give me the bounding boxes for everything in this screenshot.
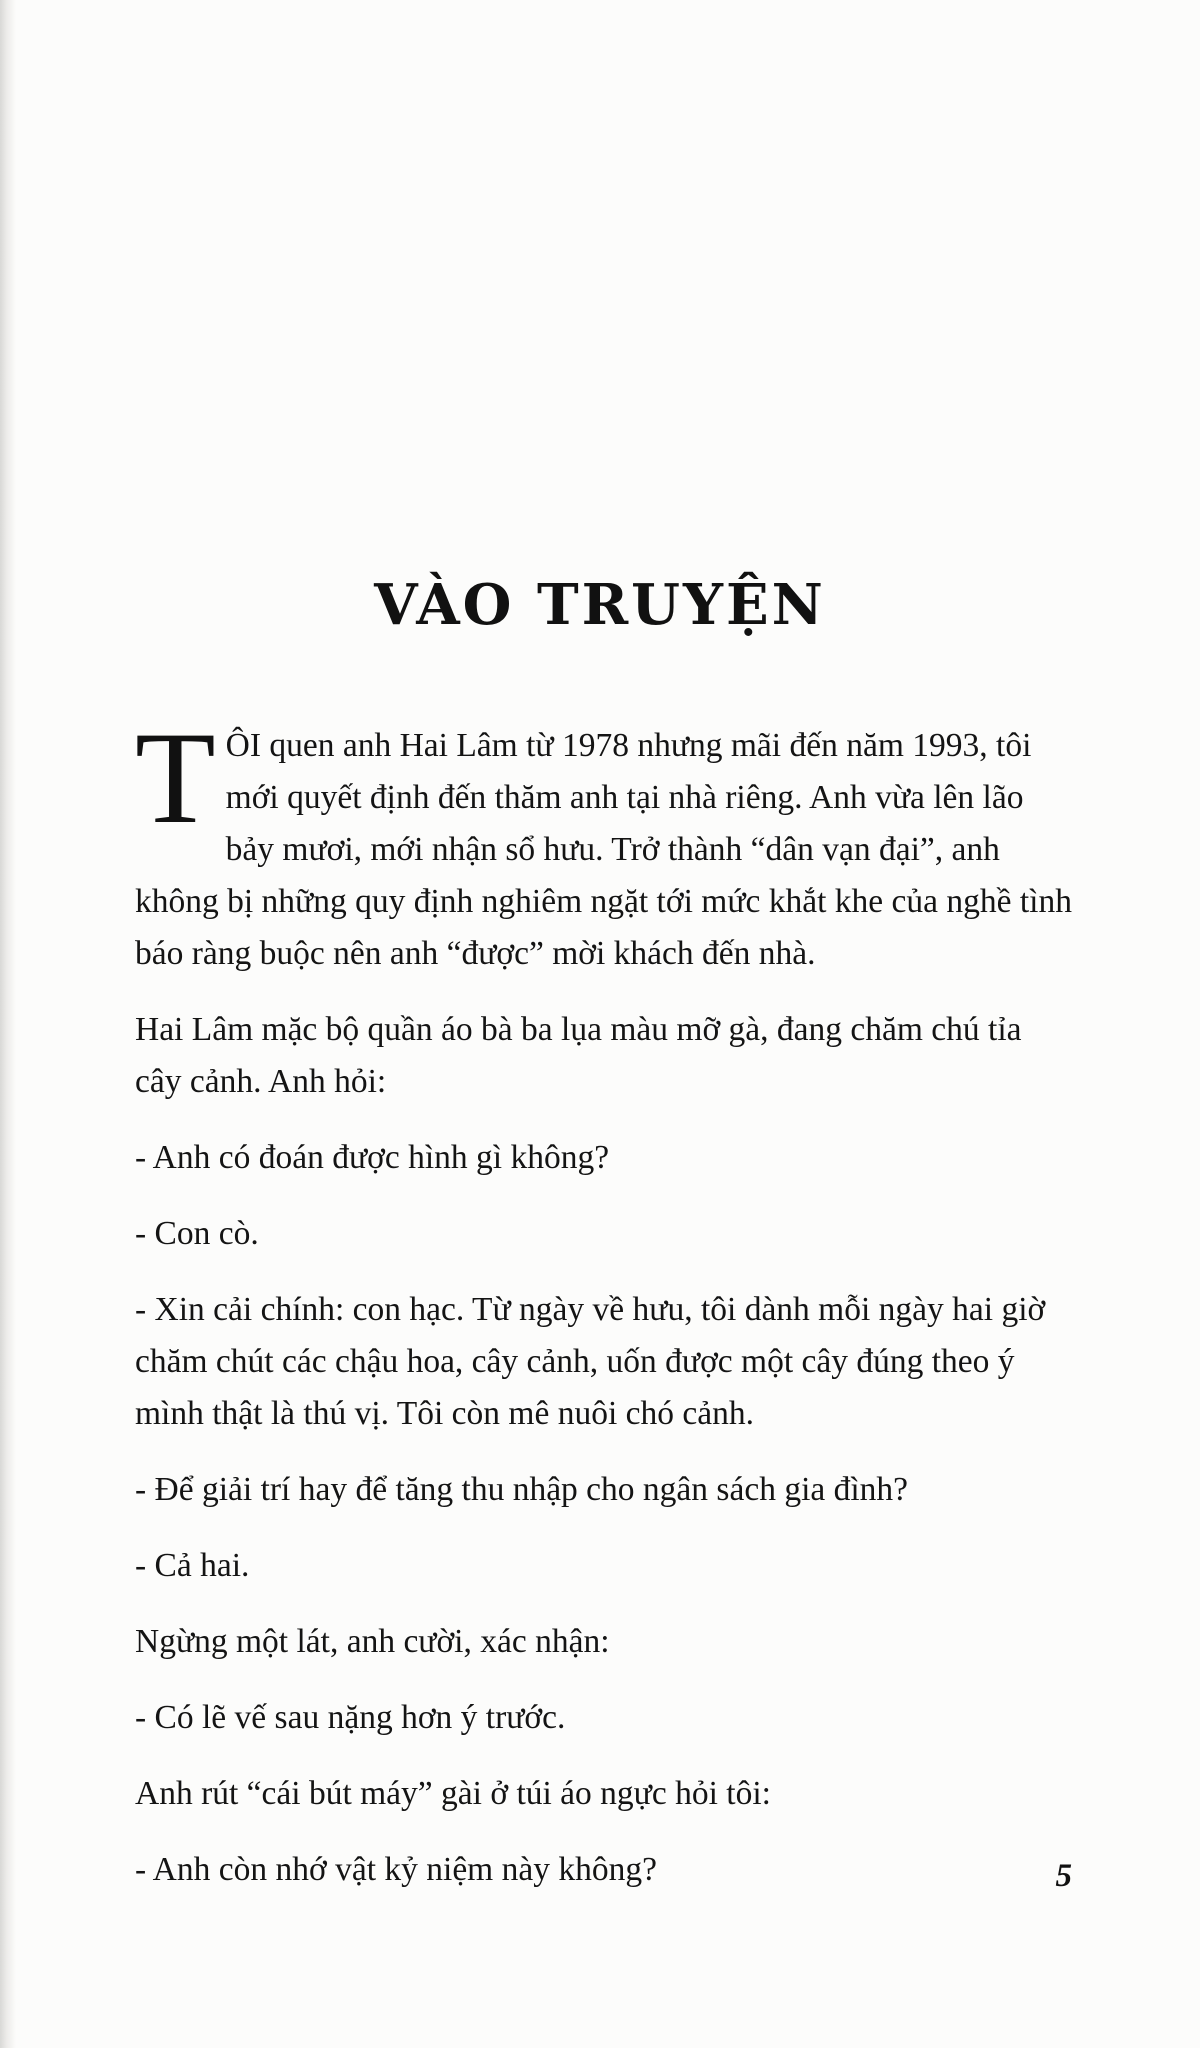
page-spine-shadow	[0, 0, 16, 2048]
paragraph: Ngừng một lát, anh cười, xác nhận:	[135, 1623, 610, 1660]
lead-paragraph-text: ÔI quen anh Hai Lâm từ 1978 nhưng mãi đến năm 1993, tôi mới quyết định đến thăm anh tại nhà riêng. Anh vừa lên lão bảy mươi, mới nhận sổ hưu. Trở thành “dân vạn đại”, anh không bị những quy định nghiêm ngặt tới mức khắt khe của nghề tình báo ràng buộc nên anh “được” mời khách đến nhà.	[135, 727, 1072, 972]
paragraph: - Để giải trí hay để tăng thu nhập cho ngân sách gia đình?	[135, 1471, 909, 1508]
paragraph: - Xin cải chính: con hạc. Từ ngày về hưu, tôi dành mỗi ngày hai giờ chăm chút các chậu hoa, cây cảnh, uốn được một cây đúng theo ý mình thật là thú vị. Tôi còn mê nuôi chó cảnh.	[135, 1291, 1046, 1432]
chapter-title: VÀO TRUYỆN	[374, 572, 826, 638]
chapter-body	[135, 704, 1073, 1920]
paragraph: - Anh có đoán được hình gì không?	[135, 1139, 610, 1176]
drop-cap: T	[135, 704, 216, 851]
lead-paragraph	[135, 704, 1073, 980]
paragraph: - Có lẽ vế sau nặng hơn ý trước.	[135, 1699, 566, 1736]
paragraph: Hai Lâm mặc bộ quần áo bà ba lụa màu mỡ gà, đang chăm chú tỉa cây cảnh. Anh hỏi:	[135, 1011, 1022, 1100]
paragraph: Anh rút “cái bút máy” gài ở túi áo ngực hỏi tôi:	[135, 1775, 771, 1812]
paragraph: - Anh còn nhớ vật kỷ niệm này không?	[135, 1851, 657, 1888]
page-number: 5	[1055, 1858, 1072, 1894]
paragraph: - Con cò.	[135, 1215, 259, 1252]
paragraph: - Cả hai.	[135, 1547, 250, 1584]
